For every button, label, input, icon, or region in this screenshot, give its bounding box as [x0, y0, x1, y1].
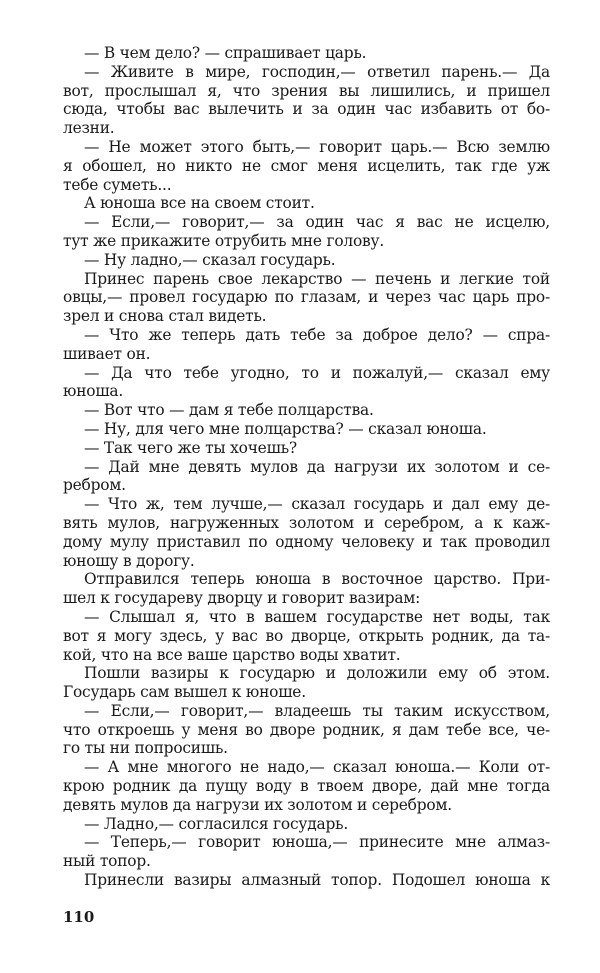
text-line: — Дай мне девять мулов да нагрузи их золотом и се-: [84, 457, 550, 476]
text-line: Принес парень свое лекарство — печень и легкие той: [84, 269, 550, 288]
text-line: Отправился теперь юноша в восточное царство. При-: [84, 570, 550, 589]
text-line: юношу в дорогу.: [63, 551, 195, 570]
text-line: — Что ж, тем лучше,— сказал государь и дал ему де-: [84, 495, 550, 514]
text-line: го ты ни попросишь.: [63, 739, 228, 758]
text-line: вот, прослышал я, что зрения вы лишились, и пришел: [63, 81, 550, 100]
text-line: кой, что на все ваше царство воды хватит.: [63, 645, 401, 664]
text-line: — В чем дело? — спрашивает царь.: [84, 44, 367, 62]
text-line: — Не может этого быть,— говорит царь.— Всю землю: [84, 137, 550, 156]
text-line: юноша.: [63, 382, 124, 401]
text-line: — Теперь,— говорит юноша,— принесите мне алмаз-: [84, 833, 550, 852]
text-line: — Ну, для чего мне полцарства? — сказал юноша.: [84, 419, 487, 438]
text-line: лезни.: [63, 119, 115, 138]
text-line: — Если,— говорит,— за один час я вас не исцелю,: [84, 213, 550, 232]
text-line: тебе суметь...: [63, 175, 172, 194]
text-line: что откроешь у меня во дворе родник, я дам тебе все, че-: [63, 720, 550, 739]
text-line: тут же прикажите отрубить мне голову.: [63, 231, 385, 250]
text-line: — Живите в мире, господин,— ответил парень.— Да: [84, 62, 550, 81]
text-line: вять мулов, нагруженных золотом и серебром, а к каж-: [63, 513, 550, 532]
text-line: шел к государеву дворцу и говорит вазирам:: [63, 589, 421, 608]
text-line: сюда, чтобы вас вылечить и за один час избавить от бо-: [63, 100, 550, 119]
text-line: — Что же теперь дать тебе за доброе дело? — спра-: [84, 325, 550, 344]
text-line: вот я могу здесь, у вас во дворце, открыть родник, да та-: [63, 626, 550, 645]
text-line: шивает он.: [63, 344, 151, 363]
text-line: крою родник да пущу воду в твоем дворе, дай мне тогда: [63, 777, 550, 796]
text-line: ный топор.: [63, 852, 151, 871]
text-line: — Так чего же ты хочешь?: [84, 438, 297, 457]
text-line: А юноша все на своем стоит.: [84, 194, 315, 213]
text-line: — Если,— говорит,— владеешь ты таким искусством,: [84, 701, 550, 720]
page-number: 110: [63, 908, 95, 926]
page-text: [63, 44, 550, 890]
text-line: я обошел, но никто не смог меня исцелить, так где уж: [63, 156, 550, 175]
text-line: Принесли вазиры алмазный топор. Подошел юноша к: [84, 871, 550, 890]
text-line: — Вот что — дам я тебе полцарства.: [84, 401, 374, 420]
text-line: ребром.: [63, 476, 126, 495]
text-line: — Да что тебе угодно, то и пожалуй,— сказал ему: [84, 363, 550, 382]
text-line: овцы,— провел государю по глазам, и через час царь про-: [63, 288, 550, 307]
text-line: — Ладно,— согласился государь.: [84, 814, 349, 833]
text-line: — А мне многого не надо,— сказал юноша.— Коли от-: [84, 758, 550, 777]
text-line: Пошли вазиры к государю и доложили ему об этом.: [84, 664, 550, 683]
text-line: Государь сам вышел к юноше.: [63, 683, 306, 702]
text-line: — Ну ладно,— сказал государь.: [84, 250, 336, 269]
text-line: дому мулу приставил по одному человеку и так проводил: [63, 532, 550, 551]
text-line: зрел и снова стал видеть.: [63, 307, 267, 326]
text-line: девять мулов да нагрузи их золотом и серебром.: [63, 795, 452, 814]
text-line: — Слышал я, что в вашем государстве нет воды, так: [84, 607, 550, 626]
